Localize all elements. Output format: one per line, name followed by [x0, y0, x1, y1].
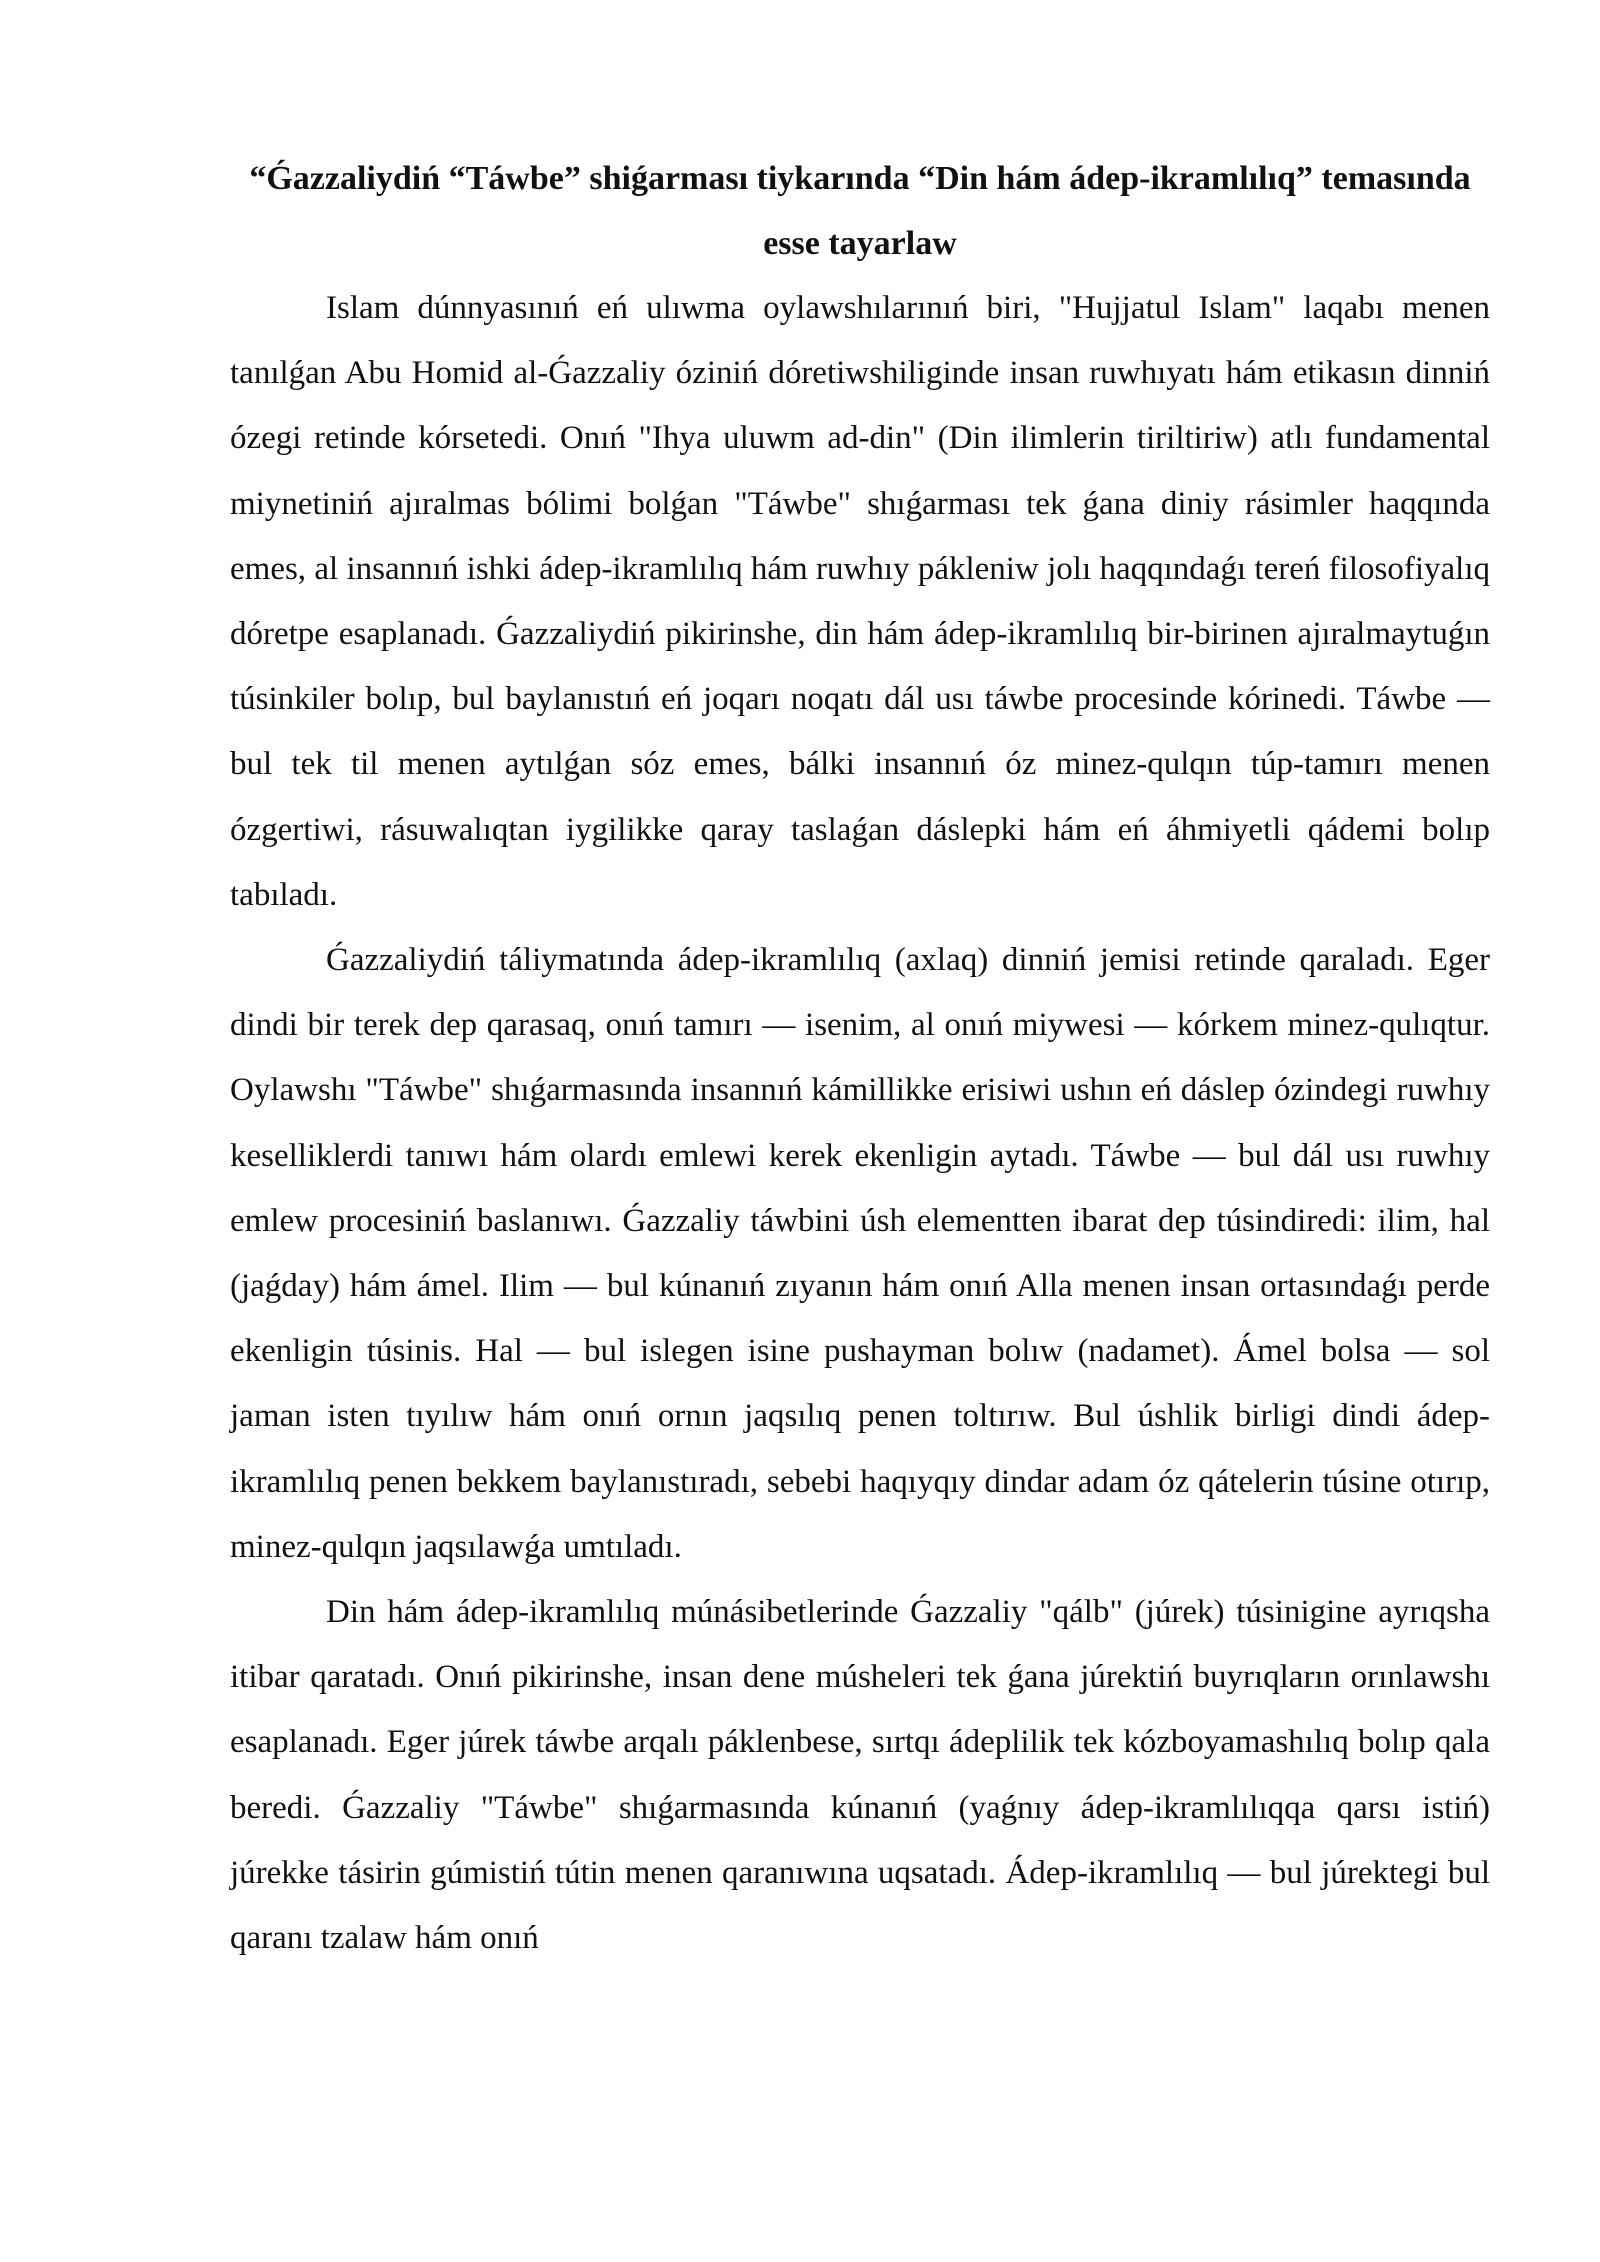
paragraph: Din hám ádep-ikramlılıq múnásibetlerinde Ǵazzaliy "qálb" (júrek) túsinigine ayrıqsha itibar qaratadı. Onıń pikirinshe, insan dene músheleri tek ǵana júrektiń buyrıqların orınlawshı esaplanadı. Eger júrek táwbe arqalı páklenbese, sırtqı ádeplilik tek kózboyamashılıq bolıp qala beredi. Ǵazzaliy "Táwbe" shıǵarmasında kúnanıń (yaǵnıy ádep-ikramlılıqqa qarsı istiń) júrekke tásirin gúmistiń tútin menen qaranıwına uqsatadı. Ádep-ikramlılıq — bul júrektegi bul qaranı tzalaw hám onıń [230, 1594, 1490, 1957]
paragraph: Ǵazzaliydiń táliymatında ádep-ikramlılıq (axlaq) dinniń jemisi retinde qaraladı. Eger dindi bir terek dep qarasaq, onıń tamırı — isenim, al onıń miywesi — kórkem minez-qulıqtur. Oylawshı "Táwbe" shıǵarmasında insannıń kámillikke erisiwi ushın eń dáslep ózindegi ruwhıy keselliklerdi tanıwı hám olardı emlewi kerek ekenligin aytadı. Táwbe — bul dál usı ruwhıy emlew procesiniń baslanıwı. Ǵazzaliy táwbini úsh elementten ibarat dep túsindiredi: ilim, hal (jaǵday) hám ámel. Ilim — bul kúnanıń zıyanın hám onıń Alla menen insan ortasındaǵı perde ekenligin túsinis. Hal — bul islegen isine pushayman bolıw (nadamet). Ámel bolsa — sol jaman isten tıyılıw hám onıń ornın jaqsılıq penen toltırıw. Bul úshlik birligi dindi ádep-ikramlılıq penen bekkem baylanıstıradı, sebebi haqıyqıy dindar adam óz qátelerin túsine otırıp, minez-qulqın jaqsılawǵa umtıladı. [230, 942, 1490, 1565]
document-title: “Ǵazzaliydiń “Táwbe” shiǵarması tiykarında “Din hám ádep-ikramlılıq” temasında esse tayarlaw [249, 160, 1471, 262]
paragraph: Islam dúnnyasınıń eń ulıwma oylawshılarınıń biri, "Hujjatul Islam" laqabı menen tanılǵan Abu Homid al-Ǵazzaliy óziniń dóretiwshiliginde insan ruwhıyatı hám etikasın dinniń ózegi retinde kórsetedi. Onıń "Ihya uluwm ad-din" (Din ilimlerin tiriltiriw) atlı fundamental miynetiniń ajıralmas bólimi bolǵan "Táwbe" shıǵarması tek ǵana diniy rásimler haqqında emes, al insannıń ishki ádep-ikramlılıq hám ruwhıy pákleniw jolı haqqındaǵı tereń filosofiyalıq dóretpe esaplanadı. Ǵazzaliydiń pikirinshe, din hám ádep-ikramlılıq bir-birinen ajıralmaytuǵın túsinkiler bolıp, bul baylanıstıń eń joqarı noqatı dál usı táwbe procesinde kórinedi. Táwbe — bul tek til menen aytılǵan sóz emes, bálki insannıń óz minez-qulqın túp-tamırı menen ózgertiwi, rásuwalıqtan iygilikke qaray taslaǵan dáslepki hám eń áhmiyetli qádemi bolıp tabıladı. [230, 290, 1490, 913]
document-body [230, 276, 1490, 1971]
